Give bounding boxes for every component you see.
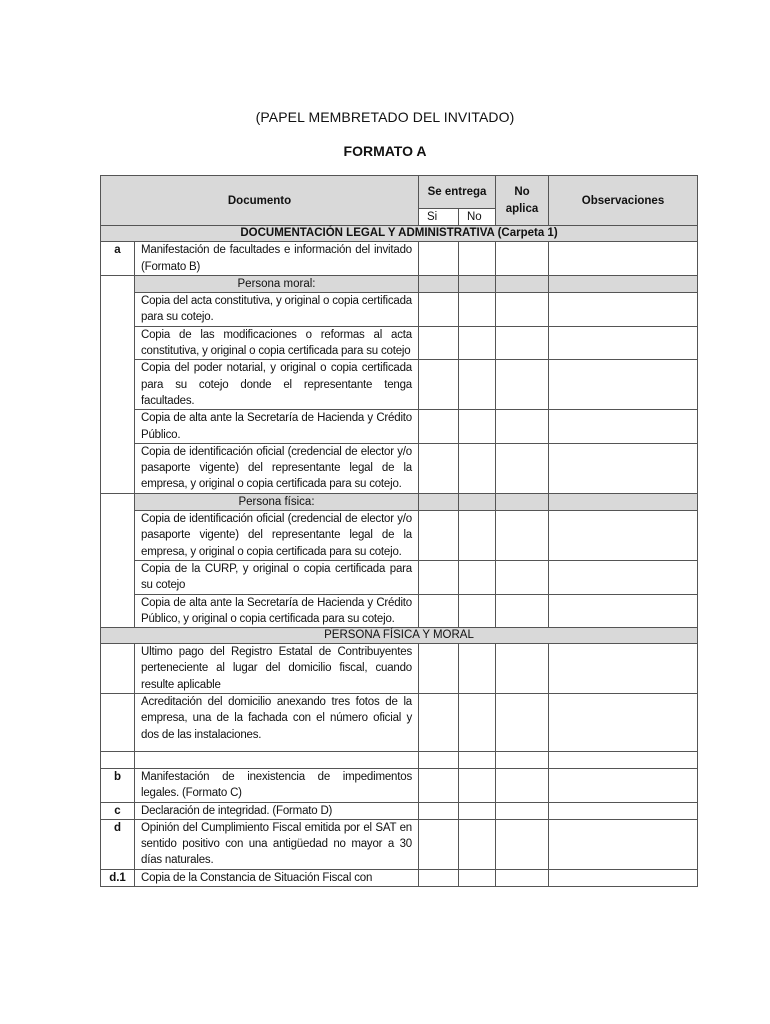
header-si: Si: [419, 209, 459, 226]
header-no-aplica: No aplica: [496, 176, 549, 226]
cell-observaciones[interactable]: [549, 242, 698, 276]
cell-si[interactable]: [419, 819, 459, 869]
cell-observaciones[interactable]: [549, 819, 698, 869]
cell-no[interactable]: [459, 410, 496, 444]
persona-fisica-moral-item: Acreditación del domicilio anexando tres fotos de la empresa, una de la fachada con el número oficial y dos de las instalaciones.: [135, 694, 419, 752]
cell-no-aplica[interactable]: [496, 644, 549, 694]
table-row: [101, 644, 698, 694]
cell-si[interactable]: [419, 560, 459, 594]
cell-no[interactable]: [459, 443, 496, 493]
cell-si[interactable]: [419, 694, 459, 752]
cell-si[interactable]: [419, 360, 459, 410]
row-letter: d.1: [101, 869, 135, 886]
cell-si[interactable]: [419, 869, 459, 886]
cell-si[interactable]: [419, 594, 459, 628]
cell-si[interactable]: [419, 410, 459, 444]
cell-observaciones[interactable]: [549, 869, 698, 886]
row-letter: a: [101, 242, 135, 276]
header-se-entrega: Se entrega: [419, 176, 496, 209]
cell-no[interactable]: [459, 802, 496, 819]
row-description: Declaración de integridad. (Formato D): [135, 802, 419, 819]
cell-observaciones[interactable]: [549, 594, 698, 628]
cell-no-aplica[interactable]: [496, 594, 549, 628]
persona-moral-label: Persona moral:: [135, 275, 419, 292]
cell-si[interactable]: [419, 443, 459, 493]
table-row: [101, 242, 698, 276]
cell-no[interactable]: [459, 819, 496, 869]
cell-no-aplica[interactable]: [496, 768, 549, 802]
row-letter: c: [101, 802, 135, 819]
table-row: [101, 293, 698, 327]
row-description: Manifestación de facultades e información del invitado (Formato B): [135, 242, 419, 276]
cell-observaciones[interactable]: [549, 694, 698, 752]
cell-no[interactable]: [459, 560, 496, 594]
table-row: [101, 275, 698, 292]
cell-no-aplica[interactable]: [496, 802, 549, 819]
persona-moral-item: Copia de alta ante la Secretaría de Hacienda y Crédito Público.: [135, 410, 419, 444]
header-documento: Documento: [101, 176, 419, 226]
cell-no[interactable]: [459, 694, 496, 752]
persona-moral-item: Copia del poder notarial, y original o copia certificada para su cotejo donde el representante tenga facultades.: [135, 360, 419, 410]
row-description: Opinión del Cumplimiento Fiscal emitida por el SAT en sentido positivo con una antigüedad no mayor a 30 días naturales.: [135, 819, 419, 869]
cell-si[interactable]: [419, 326, 459, 360]
cell-no[interactable]: [459, 869, 496, 886]
table-row: [101, 819, 698, 869]
cell-observaciones[interactable]: [549, 326, 698, 360]
cell-observaciones[interactable]: [549, 293, 698, 327]
table-row: [101, 443, 698, 493]
row-description: Manifestación de inexistencia de impedimentos legales. (Formato C): [135, 768, 419, 802]
cell-no-aplica[interactable]: [496, 694, 549, 752]
persona-fisica-moral-item: Ultimo pago del Registro Estatal de Contribuyentes perteneciente al lugar del domicilio fiscal, cuando resulte aplicable: [135, 644, 419, 694]
table-row: [101, 326, 698, 360]
persona-fisica-label: Persona física:: [135, 493, 419, 510]
table-row: [101, 360, 698, 410]
cell-no-aplica[interactable]: [496, 293, 549, 327]
letterhead-title: (PAPEL MEMBRETADO DEL INVITADO): [255, 109, 515, 125]
cell-no[interactable]: [459, 326, 496, 360]
cell-si[interactable]: [419, 802, 459, 819]
format-title: FORMATO A: [343, 143, 427, 159]
cell-no[interactable]: [459, 511, 496, 561]
table-row: [101, 560, 698, 594]
cell-no[interactable]: [459, 644, 496, 694]
cell-no-aplica[interactable]: [496, 326, 549, 360]
table-row: [101, 768, 698, 802]
row-letter: d: [101, 819, 135, 869]
persona-moral-item: Copia de identificación oficial (credencial de elector y/o pasaporte vigente) del representante legal de la empresa, y original o copia certificada para su cotejo.: [135, 443, 419, 493]
cell-observaciones[interactable]: [549, 768, 698, 802]
cell-no[interactable]: [459, 594, 496, 628]
table-row: [101, 410, 698, 444]
cell-no-aplica[interactable]: [496, 443, 549, 493]
table-row: [101, 511, 698, 561]
cell-no-aplica[interactable]: [496, 242, 549, 276]
persona-fisica-item: Copia de la CURP, y original o copia certificada para su cotejo: [135, 560, 419, 594]
cell-observaciones[interactable]: [549, 360, 698, 410]
table-row: [101, 869, 698, 886]
cell-observaciones[interactable]: [549, 802, 698, 819]
persona-moral-item: Copia del acta constitutiva, y original o copia certificada para su cotejo.: [135, 293, 419, 327]
cell-si[interactable]: [419, 768, 459, 802]
row-description: Copia de la Constancia de Situación Fiscal con: [135, 869, 419, 886]
header-no: No: [459, 209, 496, 226]
cell-no-aplica[interactable]: [496, 410, 549, 444]
section-legal-administrativa: DOCUMENTACIÓN LEGAL Y ADMINISTRATIVA (Carpeta 1): [101, 226, 698, 242]
table-row: [101, 493, 698, 510]
cell-no[interactable]: [459, 768, 496, 802]
cell-observaciones[interactable]: [549, 560, 698, 594]
cell-si[interactable]: [419, 293, 459, 327]
cell-no-aplica[interactable]: [496, 560, 549, 594]
cell-no[interactable]: [459, 242, 496, 276]
cell-si[interactable]: [419, 644, 459, 694]
cell-no[interactable]: [459, 293, 496, 327]
cell-observaciones[interactable]: [549, 644, 698, 694]
cell-no[interactable]: [459, 360, 496, 410]
cell-no-aplica[interactable]: [496, 819, 549, 869]
cell-observaciones[interactable]: [549, 443, 698, 493]
cell-si[interactable]: [419, 511, 459, 561]
table-row: [101, 802, 698, 819]
cell-no-aplica[interactable]: [496, 360, 549, 410]
section-persona-fisica-moral: PERSONA FÍSICA Y MORAL: [101, 628, 698, 644]
table-row: [101, 694, 698, 752]
persona-fisica-item: Copia de identificación oficial (credencial de elector y/o pasaporte vigente) del representante legal de la empresa, y original o copia certificada para su cotejo.: [135, 511, 419, 561]
cell-no-aplica[interactable]: [496, 511, 549, 561]
header-observaciones: Observaciones: [549, 176, 698, 226]
persona-moral-item: Copia de las modificaciones o reformas al acta constitutiva, y original o copia certificada para su cotejo: [135, 326, 419, 360]
table-row: [101, 751, 698, 768]
cell-observaciones[interactable]: [549, 410, 698, 444]
row-letter: b: [101, 768, 135, 802]
cell-no-aplica[interactable]: [496, 869, 549, 886]
cell-observaciones[interactable]: [549, 511, 698, 561]
persona-fisica-item: Copia de alta ante la Secretaría de Hacienda y Crédito Público, y original o copia certificada para su cotejo.: [135, 594, 419, 628]
document-checklist-table: [100, 175, 698, 887]
table-row: [101, 594, 698, 628]
cell-si[interactable]: [419, 242, 459, 276]
